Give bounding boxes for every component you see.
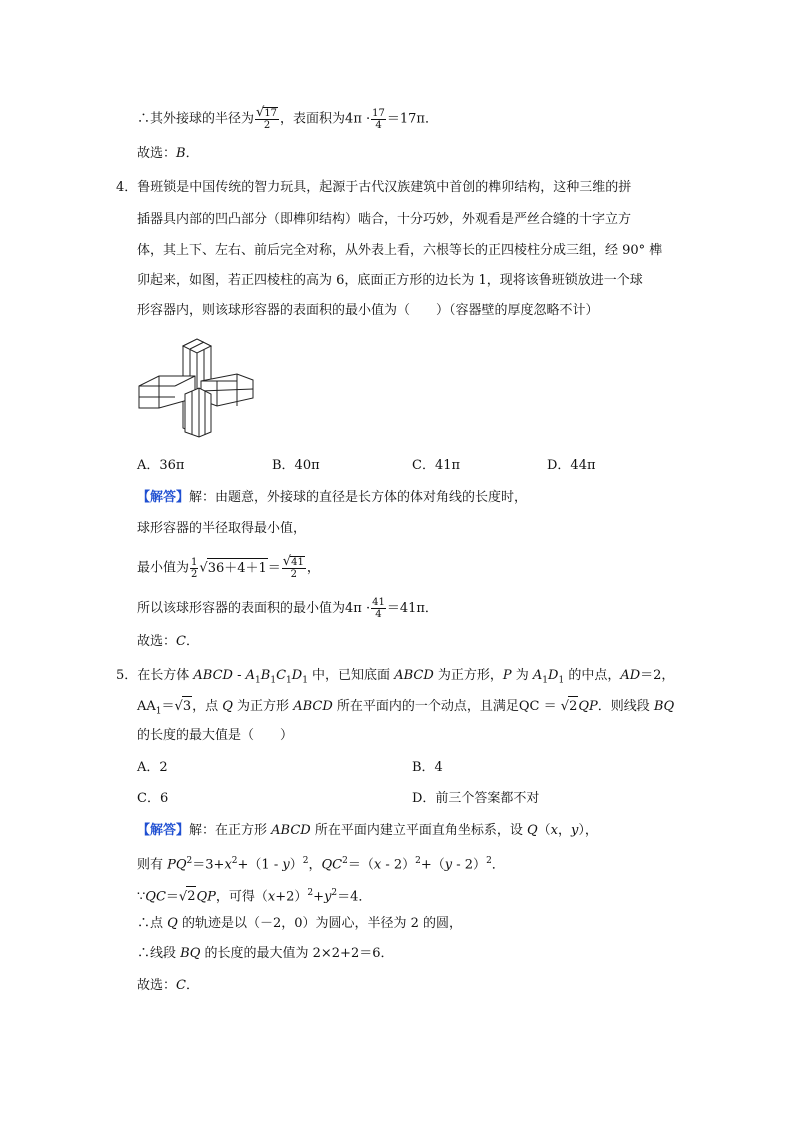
area-num: 17	[372, 107, 385, 119]
t: ＝3+	[192, 857, 225, 873]
t: y	[571, 823, 579, 838]
q4-sol3-prefix: 最小值为	[137, 560, 190, 576]
q4-option-a: A．36π	[137, 458, 185, 473]
q5-solution-line1	[137, 821, 598, 841]
t: QC	[518, 699, 540, 714]
answer-letter: C	[176, 978, 186, 993]
t: x	[267, 889, 276, 905]
t: 2	[302, 856, 309, 866]
area-den: 4	[375, 119, 382, 131]
t: ＝	[161, 699, 175, 714]
half-fraction	[190, 557, 198, 580]
t: x	[550, 823, 559, 838]
q4-result: ＝41π．	[386, 601, 438, 616]
area41-den: 4	[375, 609, 382, 620]
t: PQ	[167, 857, 187, 873]
q5-solution-line2	[137, 851, 505, 875]
q4-option-b: B．40π	[272, 458, 320, 473]
t: B	[260, 668, 271, 683]
t: +	[313, 889, 325, 905]
radius41-num: 41	[291, 557, 304, 568]
t: ∴点	[137, 916, 168, 931]
t: y	[324, 889, 332, 905]
comma: ，	[306, 560, 320, 576]
t: ＝	[165, 889, 179, 905]
q5-solution-line4	[137, 914, 462, 934]
t: 2	[568, 696, 578, 717]
t: 解：在正方形	[189, 823, 272, 838]
q4-line3: 体，其上下、左右、前后完全对称，从外表上看，六根等长的正四棱柱分成三组，经 90° 榫	[137, 243, 663, 258]
t: ∴线段	[137, 946, 181, 961]
t: ，点	[192, 699, 223, 714]
t: A	[245, 668, 256, 683]
t: ），	[578, 823, 598, 838]
t: ABCD	[293, 699, 333, 714]
q4-line5: 形容器内，则该球形容器的表面积的最小值为（ ）（容器壁的厚度忽略不计）	[137, 303, 599, 318]
t: 所在平面内的一个动点，且满足	[332, 699, 519, 714]
t: 中，已知底面	[307, 668, 395, 683]
area41-fraction	[371, 597, 386, 620]
prev-result: ＝17π．	[386, 111, 438, 127]
t: ＝2，	[640, 668, 675, 683]
t: D	[548, 668, 559, 683]
t: √	[178, 889, 188, 905]
half-num: 1	[191, 556, 198, 568]
t: 1	[155, 706, 162, 717]
t: +2）	[275, 889, 308, 905]
t: 所在平面内建立平面直角坐标系，设	[310, 823, 527, 838]
t: 的中点，	[564, 668, 621, 683]
t: AD	[620, 668, 641, 683]
answer-end: ．	[185, 146, 199, 161]
t: ＝（	[347, 857, 374, 873]
t: y	[282, 857, 290, 873]
q5-option-a: A．2	[137, 760, 168, 775]
t: ＝4．	[337, 889, 372, 905]
q5-option-b: B．4	[412, 760, 443, 775]
t: ABCD	[394, 668, 434, 683]
area-fraction	[371, 108, 386, 131]
t: 2	[186, 886, 196, 907]
t: ，可得（	[215, 889, 268, 905]
t: ∵	[137, 889, 146, 905]
t: （	[537, 823, 551, 838]
t: y	[444, 857, 453, 873]
solution-tag: 【解答】	[137, 823, 190, 838]
answer-end: ．	[185, 978, 199, 993]
t: x	[373, 857, 382, 873]
t: BQ	[180, 946, 201, 961]
equals: ＝	[267, 560, 281, 576]
t: QC	[145, 889, 166, 905]
q4-sol4-prefix: 所以该球形容器的表面积的最小值为4π ·	[137, 601, 371, 616]
t: P	[502, 668, 512, 683]
t: 2	[186, 856, 193, 866]
answer-letter: B	[176, 146, 186, 161]
t: AA	[137, 699, 156, 714]
answer-label: 故选：	[137, 146, 177, 161]
t: 1	[558, 675, 565, 686]
t: 则有	[137, 857, 168, 873]
q4-line1: 4．鲁班锁是中国传统的智力玩具，起源于古代汉族建筑中首创的榫卯结构，这种三维的拼	[116, 180, 632, 195]
t: ABCD	[193, 668, 233, 683]
radius-num: 17	[264, 108, 278, 119]
t: √	[560, 699, 570, 714]
t: 1	[302, 675, 308, 686]
prev-text-mid: ，表面积为4π ·	[280, 111, 371, 127]
t: Q	[167, 916, 178, 931]
solution-tag: 【解答】	[137, 490, 190, 505]
q4-line4: 卯起来，如图，若正四棱柱的高为 6，底面正方形的边长为 1，现将该鲁班锁放进一个球	[137, 273, 643, 288]
q5-line1	[116, 666, 674, 691]
radius41-fraction: $\frac{√41}{2}$	[282, 554, 304, 580]
t: QP	[578, 699, 598, 714]
radius41-den: 2	[290, 569, 297, 580]
t: 1	[286, 675, 292, 686]
prev-answer	[137, 144, 199, 164]
half-den: 2	[191, 568, 198, 580]
t: 2	[342, 856, 348, 866]
t: 2	[331, 888, 338, 898]
t: 2	[415, 856, 421, 866]
q5-answer	[137, 976, 199, 996]
q4-solution-line3: 最小值为 $\frac{1}{2}$ √36＋4＋1＝ $\frac{√41}{2}$ ，	[137, 554, 320, 580]
answer-letter: C	[176, 634, 186, 649]
q5-option-d: D．前三个答案都不对	[412, 791, 540, 806]
q5-solution-line3	[137, 883, 371, 907]
q4-option-c: C．41π	[412, 458, 461, 473]
t: QP	[196, 889, 216, 905]
t: ．	[491, 857, 505, 873]
t: +（	[420, 857, 445, 873]
q4-solution-line4	[137, 597, 438, 620]
answer-end: ．	[185, 634, 199, 649]
q4-answer	[137, 632, 199, 652]
t: ＝	[539, 699, 561, 714]
q5-option-c: C．6	[137, 791, 169, 806]
sqrt-inner: 36＋4＋1	[207, 558, 268, 579]
t: ）	[289, 857, 303, 873]
radius-den: 2	[263, 120, 271, 131]
q4-solution-line1	[137, 488, 527, 508]
t: 2	[231, 856, 238, 866]
t: 为正方形，	[433, 668, 503, 683]
t: 2	[307, 888, 314, 898]
t: ABCD	[271, 823, 311, 838]
answer-label: 故选：	[137, 634, 177, 649]
radius-fraction: $\frac{√17}{2}$	[256, 105, 278, 131]
t: - 2）	[452, 857, 487, 873]
t: 的长度的最大值为 2×2+2＝6．	[200, 946, 394, 961]
q5-line2	[137, 696, 674, 722]
t: A	[532, 668, 543, 683]
t: x	[224, 857, 232, 873]
t: ，	[558, 823, 572, 838]
t: 3	[182, 696, 192, 717]
t: 1	[270, 675, 277, 686]
q4-sol1: 解：由题意，外接球的直径是长方体的体对角线的长度时，	[189, 490, 528, 505]
t: QC	[321, 857, 343, 873]
luban-lock-figure	[137, 336, 255, 438]
t: -	[232, 668, 246, 683]
prev-text: ∴其外接球的半径为	[137, 111, 255, 127]
t: C	[276, 668, 287, 683]
prev-radius-line	[137, 107, 438, 131]
t: 1	[542, 675, 549, 686]
t: D	[291, 668, 303, 683]
t: 为	[511, 668, 533, 683]
t: 为正方形	[232, 699, 294, 714]
q4-solution-line2: 球形容器的半径取得最小值，	[137, 521, 307, 536]
t: ．则线段	[597, 699, 654, 714]
t: 的轨迹是以（－2，0）为圆心，半径为 2 的圆，	[177, 916, 463, 931]
area41-num: 41	[372, 597, 385, 608]
t: 1	[255, 675, 261, 686]
q5-line3: 的长度的最大值是（ ）	[137, 728, 294, 743]
t: 2	[486, 856, 492, 866]
t: 5．在长方体	[116, 668, 194, 683]
answer-label: 故选：	[137, 978, 177, 993]
q4-option-d: D．44π	[547, 458, 596, 473]
t: - 2）	[381, 857, 416, 873]
t: Q	[526, 823, 538, 838]
q4-line2: 插器具内部的凹凸部分（即榫卯结构）啮合，十分巧妙，外观看是严丝合缝的十字立方	[137, 212, 632, 227]
t: Q	[222, 699, 233, 714]
t: BQ	[653, 699, 675, 714]
t: √	[174, 699, 183, 714]
t: ，	[308, 857, 322, 873]
t: +（1 -	[237, 857, 283, 873]
q5-solution-line5	[137, 944, 394, 964]
